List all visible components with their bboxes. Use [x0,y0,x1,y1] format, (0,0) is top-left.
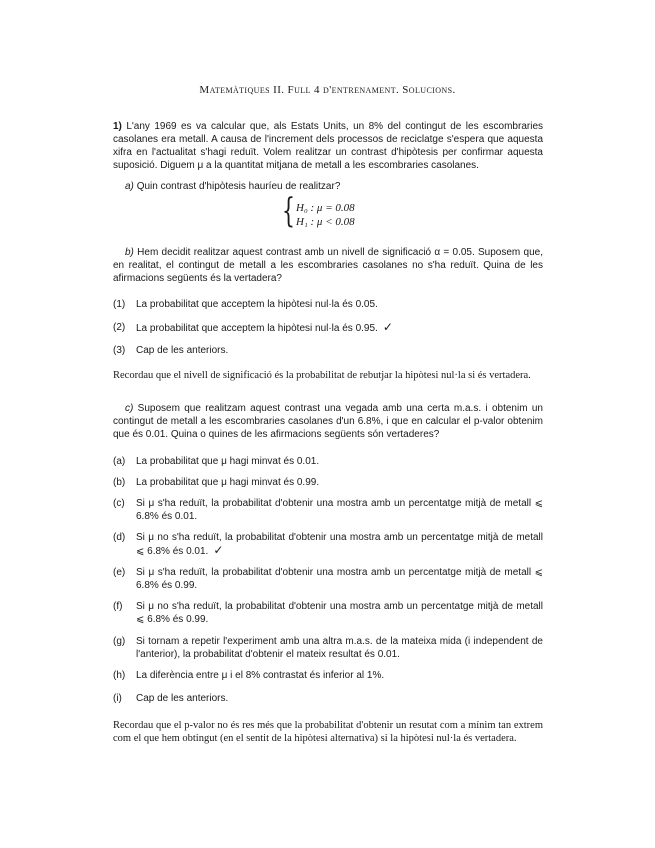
option-text: Si μ s'ha reduït, la probabilitat d'obtenir una mostra amb un percentatge mitjà de metall ⩽ 6.8% és 0.01. [136,498,543,522]
part-c-note-text: Recordau que el p-valor no és res més que la probabilitat d'obtenir un resutat com a mínim tan extrem com el que hem obtingut (en el sentit de la hipòtesi alternativa) si la hipòtesi nul·la és vertadera. [113,720,543,744]
option-text: Cap de les anteriors. [136,693,229,704]
check-mark-icon: ✓ [213,543,224,557]
problem-number: 1) [113,121,122,132]
option-text: La probabilitat que acceptem la hipòtesi nul·la és 0.95. [136,323,378,334]
option-label: (g) [113,636,126,647]
option-label: (d) [113,532,126,543]
part-b-question [113,246,543,285]
option-label: (1) [113,299,126,310]
option-label: (a) [113,456,126,467]
hypotheses [282,191,402,233]
problem-intro-text: L'any 1969 es va calcular que, als Estats Units, un 8% del contingut de les escombraries casolanes era metall. A causa de l'increment dels processos de reciclatge s'espera que aquesta xifra en l'actualitat s'hagi reduït. Volem realitzar un contrast d'hipòtesis per confirmar aquesta suposició. Diguem μ a la quantitat mitjana de metall a les escombraries casolanes. [113,121,544,171]
option-label: (2) [113,322,126,333]
part-a-label: a) [125,181,134,192]
part-b-question-text: Hem decidit realitzar aquest contrast amb un nivell de significació α = 0.05. Suposem que, en realitat, el contingut de metall a les escombraries casolanes no s'ha reduït. Quina de les afirmacions següents és la vertadera? [113,247,543,284]
check-mark-icon: ✓ [382,320,393,334]
null-hypothesis: H₀ : μ = 0.08 [296,202,355,214]
part-b-note-text: Recordau que el nivell de significació és la probabilitat de rebutjar la hipòtesi nul·la si és vertadera. [113,370,531,381]
part-c-label: c) [125,403,134,414]
option-label: (e) [113,567,126,578]
part-a-question-text: Quin contrast d'hipòtesis hauríeu de realitzar? [136,181,341,192]
option-text: La diferència entre μ i el 8% contrastat és inferior al 1%. [136,670,385,681]
part-c-question-text: Suposem que realitzam aquest contrast una vegada amb una certa m.a.s. i obtenim un contingut de metall a les escombraries casolanes d'un 6.8%, i que en calcular el p-valor obtenim que és 0.01. Quina o quines de les afirmacions següents són vertaderes? [113,403,543,440]
option-label: (c) [113,498,125,509]
hypotheses-brace: { [282,191,295,231]
option-text: Si μ no s'ha reduït, la probabilitat d'obtenir una mostra amb un percentatge mitjà de metall ⩽ 6.8% és 0.99. [136,601,543,625]
option-text: La probabilitat que μ hagi minvat és 0.01. [136,456,320,467]
option-text: Si tornam a repetir l'experiment amb una altra m.a.s. de la mateixa mida (i independent de l'anterior), la probabilitat d'obtenir el mateix resultat és 0.01. [136,636,543,660]
problem-intro [113,120,543,172]
part-b-note [113,369,543,382]
option-label: (3) [113,345,126,356]
option-text: La probabilitat que acceptem la hipòtesi nul·la és 0.05. [136,299,378,310]
option-label: (f) [113,601,123,612]
option-text: Cap de les anteriors. [136,345,229,356]
option-text: Si μ no s'ha reduït, la probabilitat d'obtenir una mostra amb un percentatge mitjà de metall ⩽ 6.8% és 0.01. [136,532,543,557]
title-text: Matemàtiques II. Full 4 d'entrenament. Solucions. [199,84,456,96]
part-b-label: b) [125,247,134,258]
part-c-question [113,402,543,441]
option-label: (b) [113,477,126,488]
option-label: (h) [113,670,126,681]
part-c-note [113,719,543,745]
alternative-hypothesis: H₁ : μ < 0.08 [296,216,355,228]
option-label: (i) [113,693,122,704]
part-a-question [125,180,543,193]
option-text: Si μ s'ha reduït, la probabilitat d'obtenir una mostra amb un percentatge mitjà de metall ⩽ 6.8% és 0.99. [136,567,543,591]
page-title [0,84,655,96]
option-text: La probabilitat que μ hagi minvat és 0.99. [136,477,320,488]
